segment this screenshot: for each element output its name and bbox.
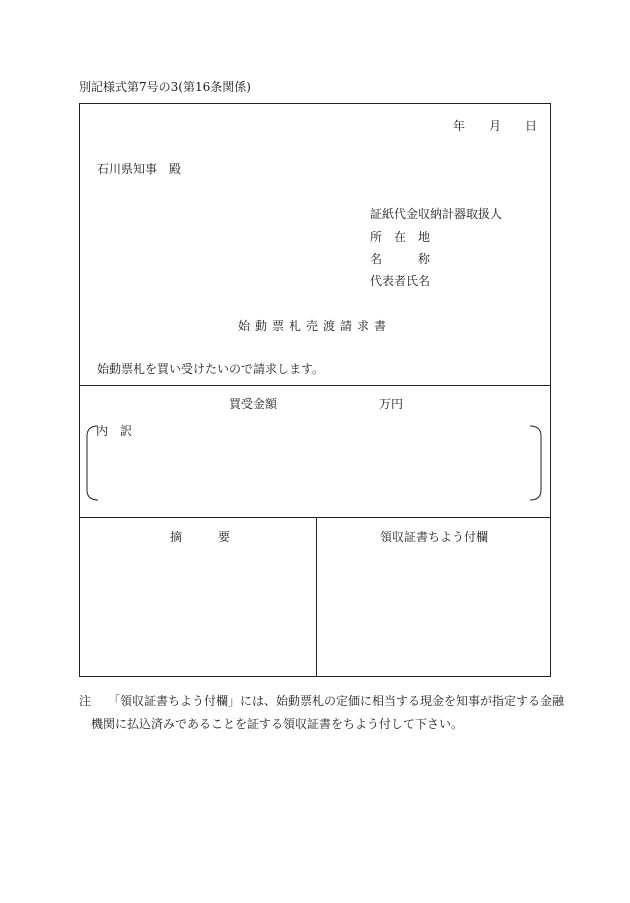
purchase-amount-label: 買受金額 (229, 397, 278, 411)
purchase-amount-unit: 万円 (379, 397, 404, 411)
receipt-column-header: 領収証書ちよう付欄 (380, 530, 489, 544)
date-day-label: 日 (525, 119, 538, 133)
note-text-line-1: 「領収証書ちよう付欄」には、始動票札の定価に相当する現金を知事が指定する金融 (108, 694, 565, 708)
document-title: 始動票札売渡請求書 (238, 319, 392, 333)
date-month-label: 月 (489, 119, 502, 133)
breakdown-label: 内 訳 (96, 424, 133, 438)
note-label: 注 (79, 694, 92, 708)
right-bracket (530, 426, 541, 500)
applicant-name-label: 名 称 (370, 252, 431, 266)
addressee: 石川県知事 殿 (97, 162, 182, 176)
summary-column-header: 摘 要 (170, 530, 231, 544)
note-text-line-2: 機関に払込済みであることを証する領収証書をちよう付して下さい。 (91, 717, 464, 731)
applicant-title: 証紙代金収納計器取扱人 (370, 207, 503, 221)
applicant-representative-label: 代表者氏名 (370, 274, 431, 288)
left-bracket (87, 426, 98, 500)
request-statement: 始動票札を買い受けたいので請求します。 (97, 362, 325, 376)
applicant-address-label: 所 在 地 (370, 230, 431, 244)
date-year-label: 年 (453, 119, 466, 133)
form-number-label: 別記様式第7号の3(第16条関係) (79, 80, 251, 94)
